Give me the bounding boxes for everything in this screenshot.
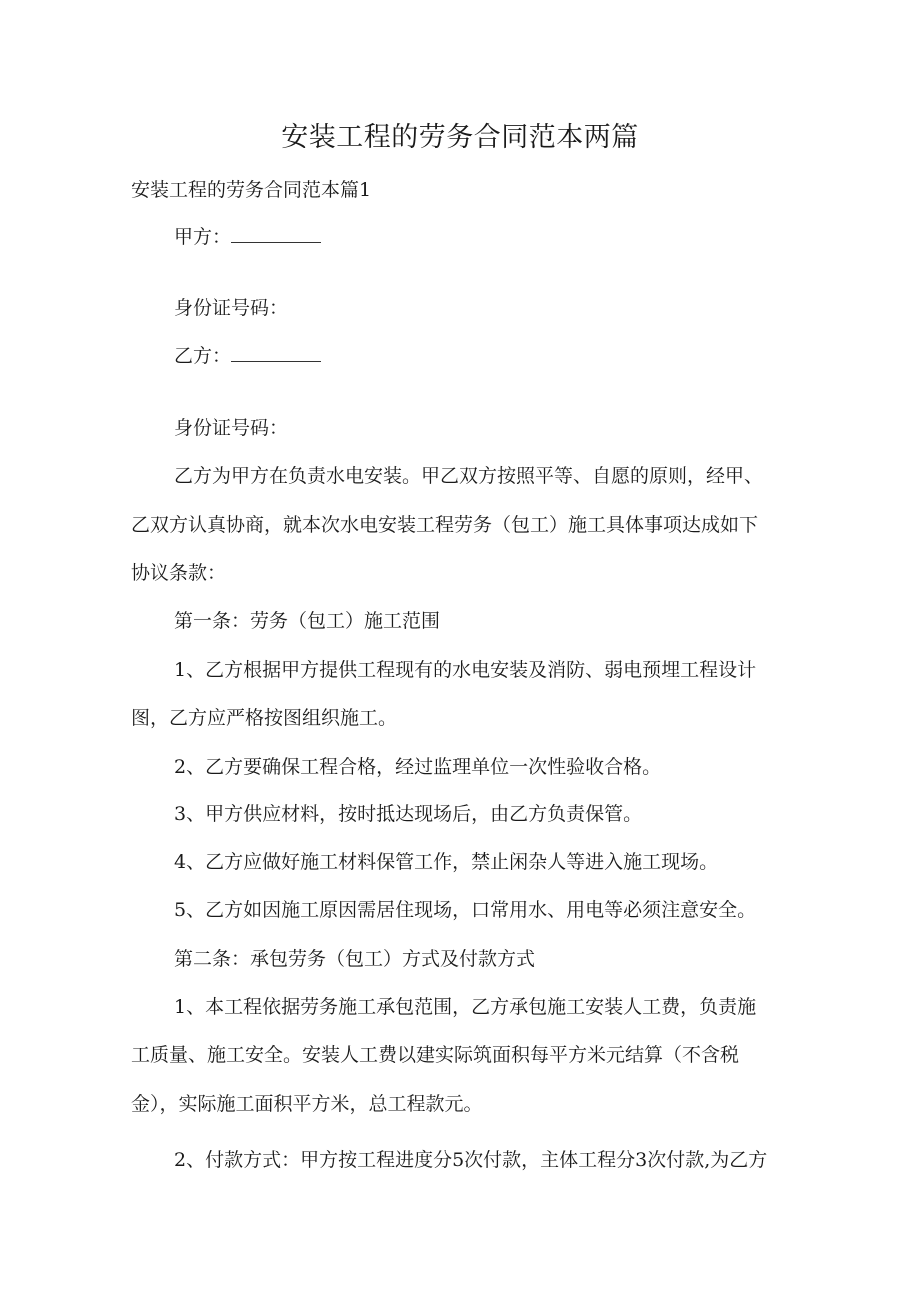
party-a-line xyxy=(174,222,844,252)
article2-heading: 第二条：承包劳务（包工）方式及付款方式 xyxy=(174,948,536,970)
article2-item-1c: 金），实际施工面积平方米，总工程款元。 xyxy=(131,1093,483,1115)
article1-item-1b: 图，乙方应严格按图组织施工。 xyxy=(131,707,398,729)
document-title: 安装工程的劳务合同范本两篇 xyxy=(281,122,639,153)
id-number-a-label: 身份证号码： xyxy=(174,297,289,319)
party-b-blank xyxy=(231,345,321,362)
article2-item-2: 2、付款方式：甲方按工程进度分5次付款，主体工程分3次付款,为乙方 xyxy=(174,1149,768,1171)
intro-line-3: 协议条款： xyxy=(131,562,227,584)
article1-item-3: 3、甲方供应材料，按时抵达现场后，由乙方负责保管。 xyxy=(174,803,643,825)
article2-item-1a: 1、本工程依据劳务施工承包范围，乙方承包施工安装人工费，负责施 xyxy=(174,996,757,1018)
party-b-label: 乙方： xyxy=(174,345,232,367)
intro-line-1: 乙方为甲方在负责水电安装。甲乙双方按照平等、自愿的原则，经甲、 xyxy=(174,465,764,487)
section-subtitle: 安装工程的劳务合同范本篇1 xyxy=(131,179,372,201)
party-b-line xyxy=(174,341,844,371)
article1-item-5: 5、乙方如因施工原因需居住现场，口常用水、用电等必须注意安全。 xyxy=(174,899,757,921)
intro-line-2: 乙双方认真协商，就本次水电安装工程劳务（包工）施工具体事项达成如下 xyxy=(131,514,759,536)
article1-item-1a: 1、乙方根据甲方提供工程现有的水电安装及消防、弱电预埋工程设计 xyxy=(174,659,757,681)
article2-item-1b: 工质量、施工安全。安装人工费以建实际筑面积每平方米元结算（不含税 xyxy=(131,1044,740,1066)
article1-item-4: 4、乙方应做好施工材料保管工作，禁止闲杂人等进入施工现场。 xyxy=(174,851,719,873)
party-a-label: 甲方： xyxy=(174,226,232,248)
article1-item-2: 2、乙方要确保工程合格，经过监理单位一次性验收合格。 xyxy=(174,756,662,778)
article1-heading: 第一条：劳务（包工）施工范围 xyxy=(174,610,441,632)
id-number-b-label: 身份证号码： xyxy=(174,417,289,439)
party-a-blank xyxy=(231,226,321,243)
